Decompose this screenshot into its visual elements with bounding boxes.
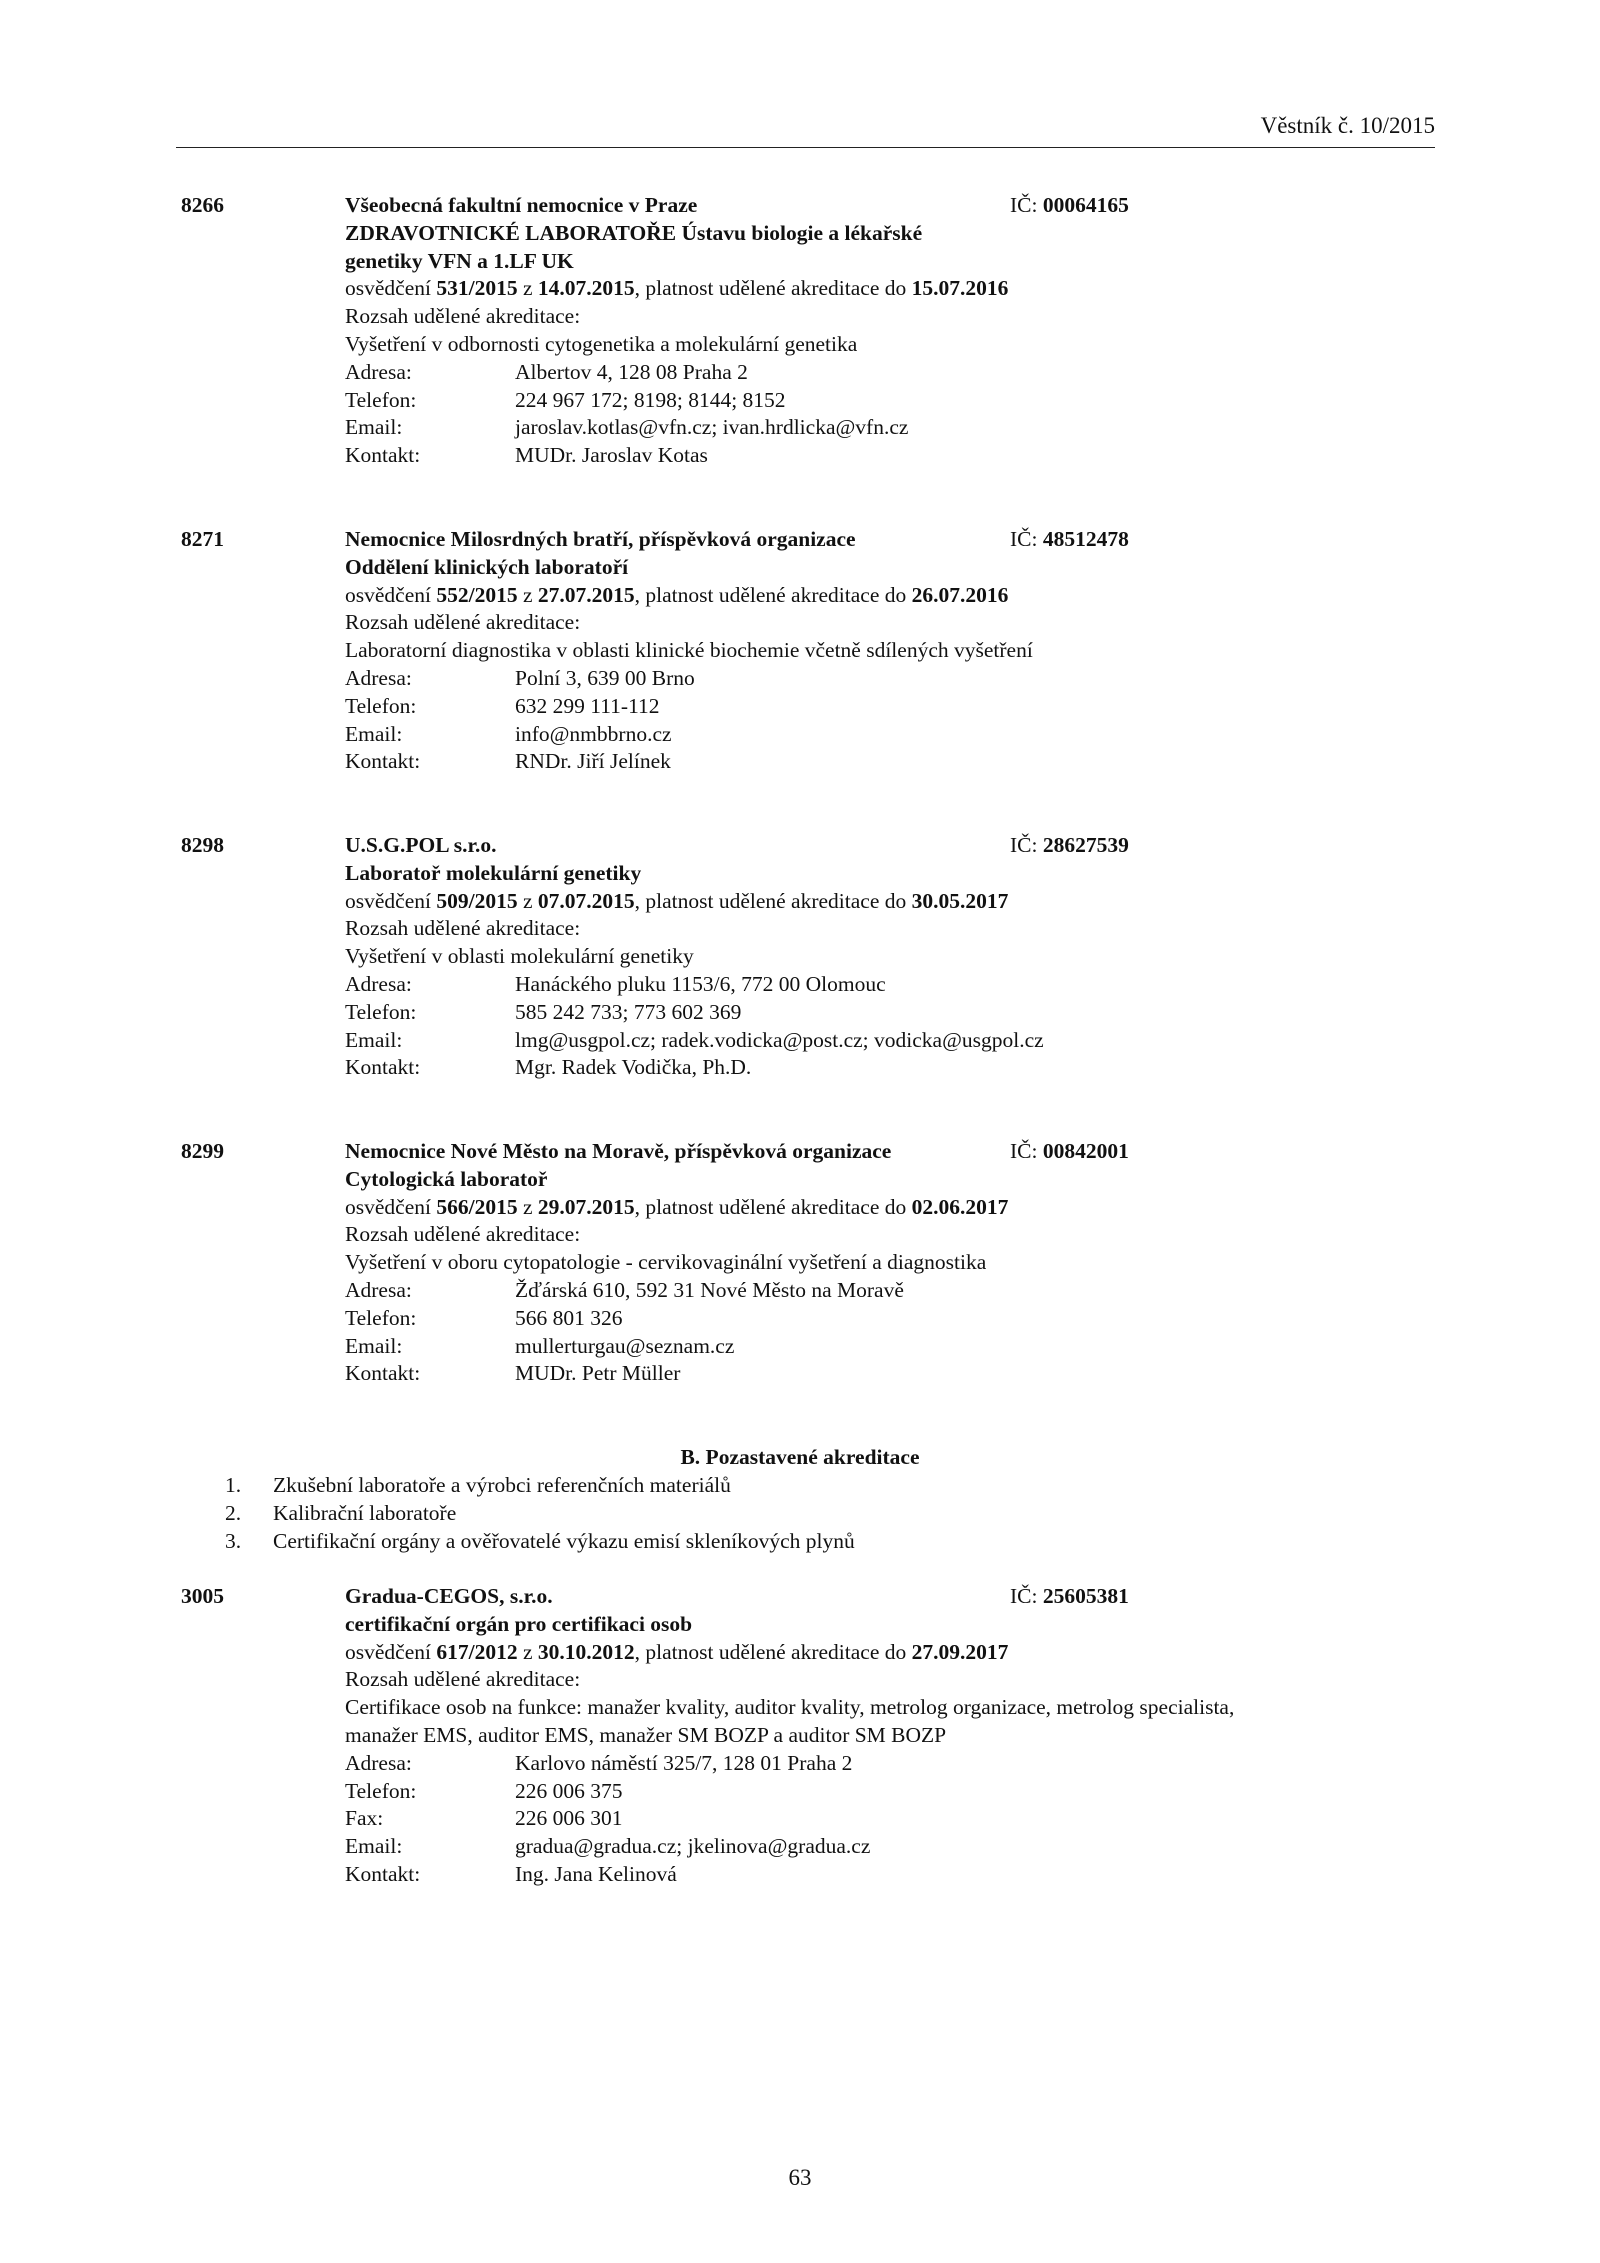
scope-text-line2: manažer EMS, auditor EMS, manažer SM BOZP a auditor SM BOZP [345,1722,947,1747]
entry-number: 8299 [181,1139,224,1163]
scope-label: Rozsah udělené akreditace: [345,304,581,329]
valid-until: 26.07.2016 [911,582,1009,607]
cert-z: z [522,1639,533,1664]
email-label: Email: [345,721,403,746]
cert-z: z [522,276,533,301]
contact-value: Mgr. Radek Vodička, Ph.D. [515,1055,752,1080]
phone-row [345,999,1385,1027]
email-row [345,1333,1385,1361]
cert-date: 07.07.2015 [537,888,635,913]
email-value: info@nmbbrno.cz [515,721,672,746]
entry-number: 8266 [181,193,224,217]
cert-number: 566/2015 [436,1194,518,1219]
org-name: Nemocnice Milosrdných bratří, příspěvková organizace [345,527,856,551]
address-value: Albertov 4, 128 08 Praha 2 [515,359,748,384]
lab-name-line1: ZDRAVOTNICKÉ LABORATOŘE Ústavu biologie a lékařské [345,220,923,245]
list-item-number: 1. [225,1473,242,1497]
contact-label: Kontakt: [345,749,421,774]
contact-label: Kontakt: [345,1055,421,1080]
address-label: Adresa: [345,1277,412,1302]
email-label: Email: [345,1333,403,1358]
phone-value: 585 242 733; 773 602 369 [515,999,742,1024]
cert-z: z [522,582,533,607]
cert-label: osvědčení [345,582,431,607]
contact-label: Kontakt: [345,1361,421,1386]
valid-until: 30.05.2017 [911,888,1009,913]
email-value: gradua@gradua.cz; jkelinova@gradua.cz [515,1834,871,1859]
contact-row [345,1861,1385,1889]
valid-until: 02.06.2017 [911,1194,1009,1219]
list-item-text: Kalibrační laboratoře [273,1500,457,1525]
phone-row [345,693,1385,721]
cert-date: 29.07.2015 [537,1194,635,1219]
email-label: Email: [345,1834,403,1859]
scope-label: Rozsah udělené akreditace: [345,1667,581,1692]
entry-body [345,1138,1385,1388]
cert-number: 509/2015 [436,888,518,913]
email-label: Email: [345,415,403,440]
lab-name-line1: Cytologická laboratoř [345,1166,548,1191]
address-row [345,359,1385,387]
org-name: Gradua-CEGOS, s.r.o. [345,1584,553,1608]
lab-name-line1: certifikační orgán pro certifikaci osob [345,1611,693,1636]
entry-number: 3005 [181,1584,224,1608]
phone-row [345,1305,1385,1333]
address-row [345,665,1385,693]
certificate-line: osvědčení 552/2015 z 27.07.2015, platnost udělené akreditace do 26.07.2016 [345,582,1009,607]
address-row [345,971,1385,999]
certificate-line: osvědčení 566/2015 z 29.07.2015, platnost udělené akreditace do 02.06.2017 [345,1194,1009,1219]
lab-name-line1: Laboratoř molekulární genetiky [345,860,642,885]
fax-row [345,1805,1385,1833]
scope-label: Rozsah udělené akreditace: [345,610,581,635]
cert-date: 30.10.2012 [537,1639,635,1664]
entry-number: 8298 [181,833,224,857]
fax-value: 226 006 301 [515,1806,623,1831]
validity-label: platnost udělené akreditace do [645,276,907,301]
ic-value: 25605381 [1042,1584,1129,1608]
email-label: Email: [345,1027,403,1052]
phone-value: 566 801 326 [515,1305,623,1330]
entry-body [345,1583,1385,1889]
ic-value: 48512478 [1042,527,1129,551]
phone-value: 224 967 172; 8198; 8144; 8152 [515,387,786,412]
ic-value: 28627539 [1042,833,1129,857]
validity-label: platnost udělené akreditace do [645,1639,907,1664]
list-item-number: 2. [225,1500,242,1525]
scope-text: Vyšetření v odbornosti cytogenetika a molekulární genetika [345,331,858,356]
phone-row [345,1778,1385,1806]
cert-label: osvědčení [345,1639,431,1664]
ic-value: 00064165 [1042,193,1129,217]
scope-text: Laboratorní diagnostika v oblasti klinické biochemie včetně sdílených vyšetření [345,638,1033,663]
cert-label: osvědčení [345,888,431,913]
entry-body [345,192,1385,470]
address-label: Adresa: [345,359,412,384]
email-value: jaroslav.kotlas@vfn.cz; ivan.hrdlicka@vfn.cz [515,415,909,440]
validity-label: platnost udělené akreditace do [645,888,907,913]
scope-label: Rozsah udělené akreditace: [345,916,581,941]
contact-row [345,1360,1385,1388]
phone-label: Telefon: [345,1778,417,1803]
address-value: Hanáckého pluku 1153/6, 772 00 Olomouc [515,971,886,996]
email-row [345,1027,1385,1055]
header-divider [176,147,1435,148]
entry-body [345,526,1385,776]
address-label: Adresa: [345,1750,412,1775]
certificate-line: osvědčení 531/2015 z 14.07.2015, platnost udělené akreditace do 15.07.2016 [345,276,1009,301]
phone-value: 632 299 111-112 [515,693,660,718]
scope-text: Vyšetření v oblasti molekulární genetiky [345,944,694,969]
list-item-text: Zkušební laboratoře a výrobci referenčních materiálů [273,1473,731,1497]
list-item-text: Certifikační orgány a ověřovatelé výkazu emisí skleníkových plynů [273,1528,855,1553]
valid-until: 15.07.2016 [911,276,1009,301]
phone-label: Telefon: [345,1305,417,1330]
email-row [345,1833,1385,1861]
phone-row [345,387,1385,415]
ic-label: IČ: [1010,1584,1038,1608]
contact-value: MUDr. Jaroslav Kotas [515,443,708,468]
cert-label: osvědčení [345,276,431,301]
entry-number: 8271 [181,527,224,551]
scope-label: Rozsah udělené akreditace: [345,1222,581,1247]
address-value: Karlovo náměstí 325/7, 128 01 Praha 2 [515,1750,853,1775]
page-number: 63 [788,2165,812,2190]
phone-value: 226 006 375 [515,1778,623,1803]
scope-text: Vyšetření v oboru cytopatologie - cervikovaginální vyšetření a diagnostika [345,1250,987,1275]
address-row [345,1277,1385,1305]
ic-label: IČ: [1010,527,1038,551]
address-value: Polní 3, 639 00 Brno [515,665,695,690]
address-label: Adresa: [345,665,412,690]
contact-value: MUDr. Petr Müller [515,1361,681,1386]
phone-label: Telefon: [345,387,417,412]
email-value: mullerturgau@seznam.cz [515,1333,735,1358]
org-name: Nemocnice Nové Město na Moravě, příspěvková organizace [345,1139,892,1163]
email-value: lmg@usgpol.cz; radek.vodicka@post.cz; vodicka@usgpol.cz [515,1027,1044,1052]
contact-row [345,442,1385,470]
cert-number: 617/2012 [436,1639,518,1664]
address-value: Žďárská 610, 592 31 Nové Město na Moravě [515,1277,904,1302]
cert-date: 27.07.2015 [537,582,635,607]
cert-date: 14.07.2015 [537,276,635,301]
org-name: Všeobecná fakultní nemocnice v Praze [345,193,698,217]
ic-value: 00842001 [1042,1139,1129,1163]
org-name: U.S.G.POL s.r.o. [345,833,497,857]
valid-until: 27.09.2017 [911,1639,1009,1664]
cert-z: z [522,1194,533,1219]
ic-label: IČ: [1010,1139,1038,1163]
cert-z: z [522,888,533,913]
lab-name-line2: genetiky VFN a 1.LF UK [345,248,574,273]
page-header-title: Věstník č. 10/2015 [1260,113,1435,138]
contact-value: RNDr. Jiří Jelínek [515,749,671,774]
entry-body [345,832,1385,1082]
email-row [345,721,1385,749]
certificate-line: osvědčení 509/2015 z 07.07.2015, platnost udělené akreditace do 30.05.2017 [345,888,1009,913]
validity-label: platnost udělené akreditace do [645,1194,907,1219]
cert-number: 552/2015 [436,582,518,607]
validity-label: platnost udělené akreditace do [645,582,907,607]
ic-label: IČ: [1010,193,1038,217]
contact-row [345,748,1385,776]
fax-label: Fax: [345,1806,384,1831]
contact-label: Kontakt: [345,443,421,468]
address-row [345,1750,1385,1778]
phone-label: Telefon: [345,693,417,718]
section-b-title: B. Pozastavené akreditace [680,1445,920,1469]
contact-row [345,1054,1385,1082]
lab-name-line1: Oddělení klinických laboratoří [345,554,629,579]
cert-number: 531/2015 [436,276,518,301]
email-row [345,414,1385,442]
cert-label: osvědčení [345,1194,431,1219]
contact-value: Ing. Jana Kelinová [515,1861,677,1886]
certificate-line: osvědčení 617/2012 z 30.10.2012, platnost udělené akreditace do 27.09.2017 [345,1639,1009,1664]
scope-text-line1: Certifikace osob na funkce: manažer kvality, auditor kvality, metrolog organizace, metrolog specialista, [345,1695,1235,1720]
list-item-number: 3. [225,1528,242,1553]
contact-label: Kontakt: [345,1861,421,1886]
phone-label: Telefon: [345,999,417,1024]
address-label: Adresa: [345,971,412,996]
ic-label: IČ: [1010,833,1038,857]
